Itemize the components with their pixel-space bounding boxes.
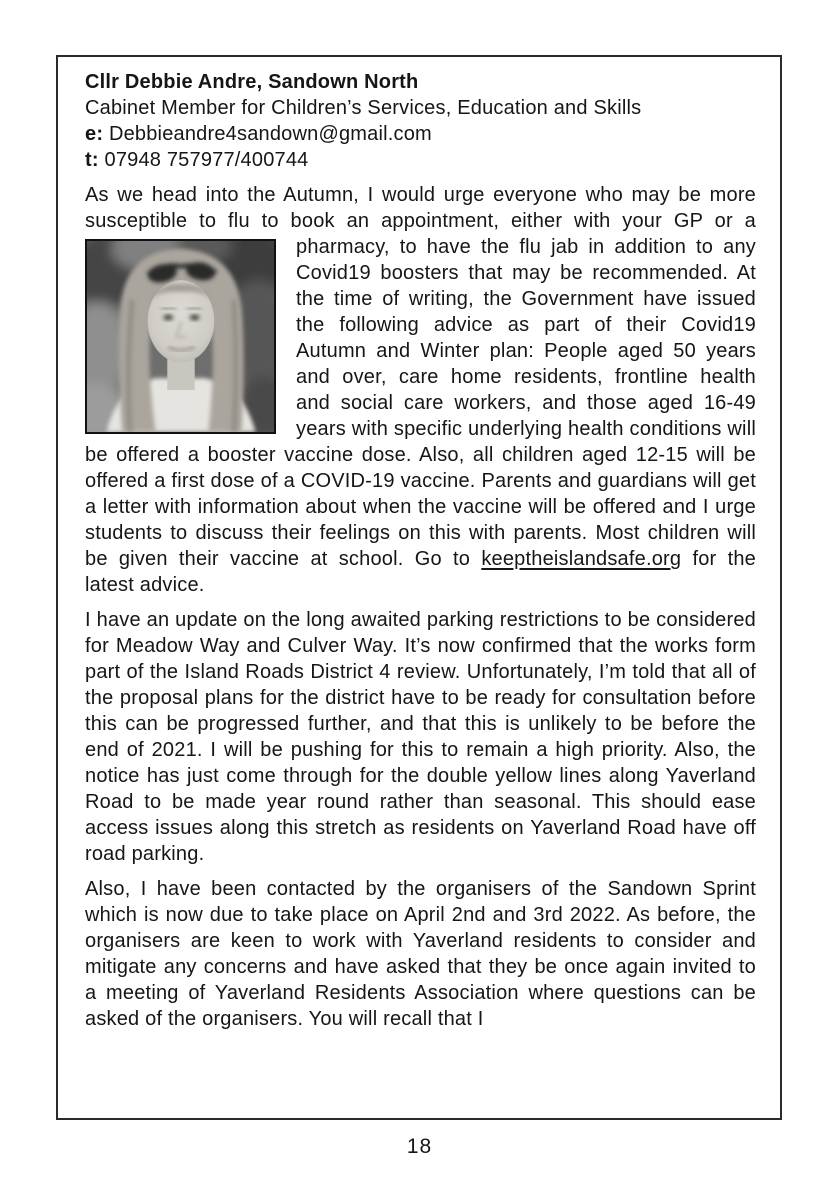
councillor-contact-header [85, 69, 756, 173]
phone-number: 07948 757977/400744 [98, 149, 309, 171]
phone-label: t: [85, 149, 99, 171]
portrait-photo [85, 239, 276, 434]
email-label: e: [85, 123, 104, 145]
paragraph-text-before-photo: As we head into the Autumn, I would urge everyone who may be more susceptible to flu to book an appointment, either with your GP [85, 184, 756, 232]
keeptheislandsafe-link[interactable]: keeptheislandsafe.org [481, 548, 682, 570]
paragraph-sandown-sprint: Also, I have been contacted by the organisers of the Sandown Sprint which is now due to take place on April 2nd and 3rd 2022. As before, the organisers are keen to work with Yaverland residents to consider and mitigate any concerns and have asked that they be once again invited to a meeting of Yaverland Residents Association where questions can be asked of the organisers. You will recall that I [85, 878, 756, 1030]
paragraph-text-after-link: for the latest advice. [85, 548, 757, 596]
councillor-phone-line [85, 147, 756, 173]
portrait-photo-image [87, 241, 274, 432]
email-address: Debbieandre4sandown@gmail.com [103, 123, 432, 145]
paragraph-parking-update: I have an update on the long awaited parking restrictions to be considered for Meadow Way and Culver Way. It’s now confirmed that the works form part of the Island Roads District 4 review. Unfortunately, I’m told that all of the proposal plans for the district have to be ready for consultation before this can be progressed further, and that this is unlikely to be before the end of 2021. I will be pushing for this to remain a high priority. Also, the notice has just come through for the double yellow lines along Yaverland Road to be made year round rather than seasonal. This should ease access issues along this stretch as residents on Yaverland Road have off road parking. [85, 609, 756, 865]
page-number: 18 [406, 1135, 433, 1158]
councillor-role: Cabinet Member for Children’s Services, Education and Skills [85, 97, 642, 119]
councillor-email-line [85, 121, 756, 147]
article-border-box [56, 55, 782, 1120]
paragraph-text-after-photo: or a pharmacy, to have the flu jab in addition to any Covid19 boosters that may be recommended. At the time of writing, the Government have issued the following advice as part of their Covid19 Autumn and Winter plan: People aged 50 years and over, care home residents, frontline health and social care workers, and those aged 16-49 years with specific underlying health conditions will be offered a booster vaccine dose. Also, all children aged 12-15 will be offered a first dose of a COVID-19 vaccine. Parents and guardians will get a letter with information about when the vaccine will be offered and I urge students to discuss their feelings on this with parents. Most children will be given their vaccine at school. Go to [85, 210, 757, 570]
paragraph-flu-covid-advice [85, 182, 756, 598]
councillor-name: Cllr Debbie Andre, Sandown North [85, 71, 419, 93]
